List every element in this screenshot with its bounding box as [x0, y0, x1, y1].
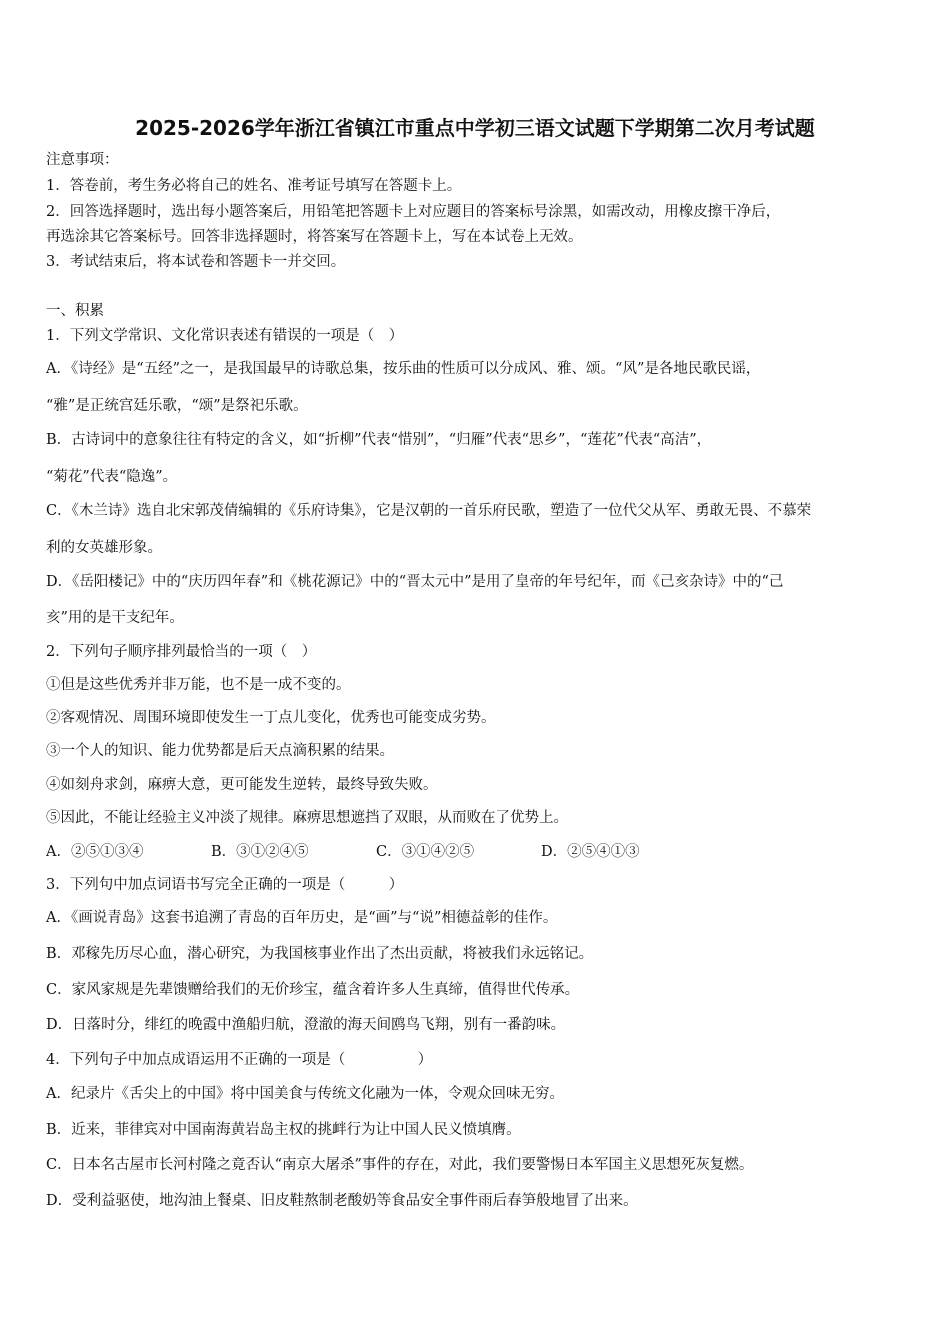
q2-sentence-1: ①但是这些优秀并非万能，也不是一成不变的。 — [46, 677, 351, 693]
notice-line-2: 2．回答选择题时，选出每小题答案后，用铅笔把答题卡上对应题目的答案标号涂黑，如需改动，用橡皮擦干净后， — [46, 204, 781, 220]
q1-option-b-line1: B．古诗词中的意象往往有特定的含义，如“折柳”代表“惜别”，“归雁”代表“思乡”，“莲花”代表“高洁”， — [46, 432, 712, 448]
q2-sentence-2: ②客观情况、周围环境即使发生一丁点儿变化，优秀也可能变成劣势。 — [46, 710, 496, 726]
q1-option-a-line2: “雅”是正统宫廷乐歌，“颂”是祭祀乐歌。 — [46, 398, 308, 414]
q2-sentence-4: ④如刻舟求剑，麻痹大意，更可能发生逆转，最终导致失败。 — [46, 777, 438, 793]
notice-heading: 注意事项： — [46, 152, 119, 168]
q2-option-d: D．②⑤④①③ — [541, 844, 640, 860]
q4-option-a: A．纪录片《舌尖上的中国》将中国美食与传统文化融为一体，令观众回味无穷。 — [46, 1086, 564, 1102]
q3-option-d: D．日落时分，绯红的晚霞中渔船归航，澄澈的海天间鸥鸟飞翔，别有一番韵味。 — [46, 1017, 566, 1033]
q4-option-c: C．日本名古屋市长河村隆之竟否认“南京大屠杀”事件的存在，对此，我们要警惕日本军国主义思想死灰复燃。 — [46, 1157, 754, 1173]
q1-option-c-line1: C．《木兰诗》选自北宋郭茂倩编辑的《乐府诗集》，它是汉朝的一首乐府民歌，塑造了一位代父从军、勇敢无畏、不慕荣 — [46, 503, 812, 519]
q2-options — [46, 842, 908, 862]
q4-stem: 4．下列句子中加点成语运用不正确的一项是（ ） — [46, 1052, 433, 1068]
q2-option-c: C．③①④②⑤ — [376, 844, 475, 860]
notice-line-4: 3．考试结束后，将本试卷和答题卡一并交回。 — [46, 254, 346, 270]
notice-line-3: 再选涂其它答案标号。回答非选择题时，将答案写在答题卡上，写在本试卷上无效。 — [46, 229, 583, 245]
q3-stem: 3．下列句中加点词语书写完全正确的一项是（ ） — [46, 877, 404, 893]
q4-option-b: B．近来，菲律宾对中国南海黄岩岛主权的挑衅行为让中国人民义愤填膺。 — [46, 1122, 521, 1138]
q2-option-b: B．③①②④⑤ — [211, 844, 309, 860]
q2-stem: 2．下列句子顺序排列最恰当的一项（ ） — [46, 644, 317, 660]
q2-option-a: A．②⑤①③④ — [46, 844, 144, 860]
q1-option-d-line2: 亥”用的是干支纪年。 — [46, 610, 184, 626]
section-heading: 一、积累 — [46, 303, 104, 319]
notice-line-1: 1．答卷前，考生务必将自己的姓名、准考证号填写在答题卡上。 — [46, 178, 462, 194]
q1-stem: 1．下列文学常识、文化常识表述有错误的一项是（ ） — [46, 328, 404, 344]
q4-option-d: D．受利益驱使，地沟油上餐桌、旧皮鞋熬制老酸奶等食品安全事件雨后春笋般地冒了出来。 — [46, 1193, 638, 1209]
q1-option-d-line1: D．《岳阳楼记》中的“庆历四年春”和《桃花源记》中的“晋太元中”是用了皇帝的年号纪年，而《己亥杂诗》中的“己 — [46, 574, 784, 590]
q1-option-c-line2: 利的女英雄形象。 — [46, 540, 162, 556]
q3-option-b: B．邓稼先历尽心血，潜心研究，为我国核事业作出了杰出贡献，将被我们永远铭记。 — [46, 946, 594, 962]
q2-sentence-5: ⑤因此，不能让经验主义冲淡了规律。麻痹思想遮挡了双眼，从而败在了优势上。 — [46, 810, 568, 826]
q1-option-a-line1: A．《诗经》是“五经”之一，是我国最早的诗歌总集，按乐曲的性质可以分成风、雅、颂。“风”是各地民歌民谣， — [46, 361, 761, 377]
q2-sentence-3: ③一个人的知识、能力优势都是后天点滴积累的结果。 — [46, 743, 394, 759]
q3-option-a: A．《画说青岛》这套书追溯了青岛的百年历史，是“画”与“说”相德益彰的佳作。 — [46, 910, 558, 926]
page-title: 2025-2026学年浙江省镇江市重点中学初三语文试题下学期第二次月考试题 — [135, 116, 815, 140]
q3-option-c: C．家风家规是先辈馈赠给我们的无价珍宝，蕴含着许多人生真缔，值得世代传承。 — [46, 982, 580, 998]
q1-option-b-line2: “菊花”代表“隐逸”。 — [46, 469, 178, 485]
